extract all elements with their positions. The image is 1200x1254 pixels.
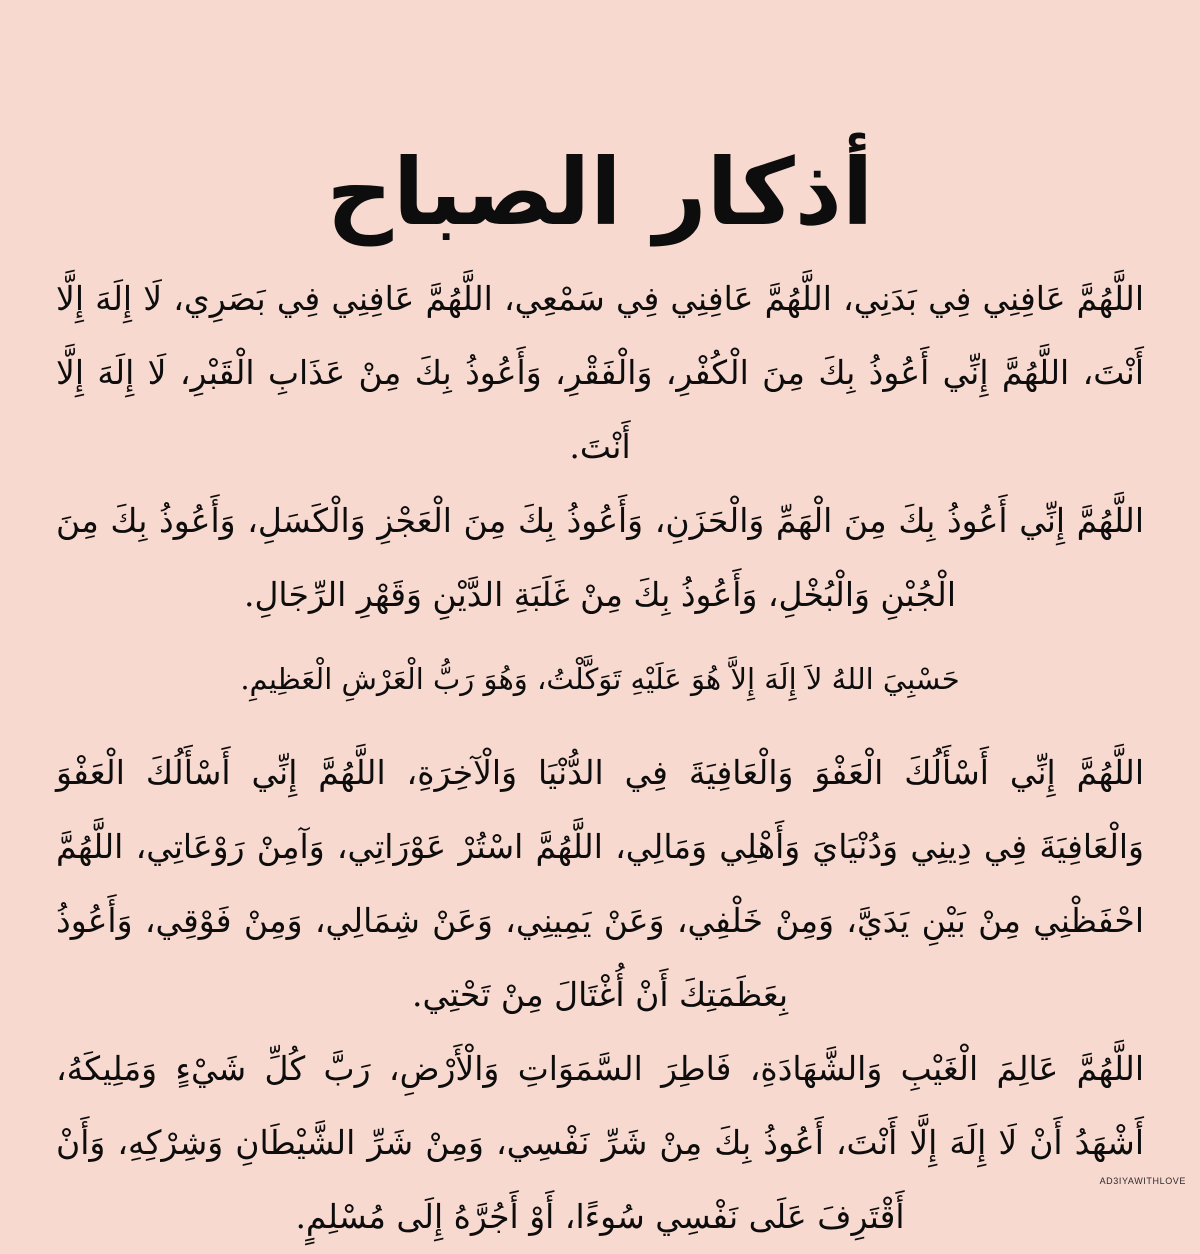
dhikr-paragraph-5: اللَّهُمَّ عَالِمَ الْغَيْبِ وَالشَّهَادَةِ، فَاطِرَ السَّمَوَاتِ وَالْأَرْضِ، رَبَّ كُلِّ شَيْءٍ وَمَلِيكَهُ، أَشْهَدُ أَنْ لَا إِلَهَ إِلَّا أَنْتَ، أَعُوذُ بِكَ مِنْ شَرِّ نَفْسِي، وَمِنْ شَرِّ الشَّيْطَانِ وَشِرْكِهِ، وَأَنْ أَقْتَرِفَ عَلَى نَفْسِي سُوءًا، أَوْ أَجُرَّهُ إِلَى مُسْلِمٍ. — [56, 1049, 1144, 1236]
dhikr-paragraph-4: اللَّهُمَّ إِنِّي أَسْأَلُكَ الْعَفْوَ وَالْعَافِيَةَ فِي الدُّنْيَا وَالْآخِرَةِ، اللَّهُمَّ إِنِّي أَسْأَلُكَ الْعَفْوَ وَالْعَافِيَةَ فِي دِينِي وَدُنْيَايَ وَأَهْلِي وَمَالِي، اللَّهُمَّ اسْتُرْ عَوْرَاتِي، وَآمِنْ رَوْعَاتِي، اللَّهُمَّ احْفَظْنِي مِنْ بَيْنِ يَدَيَّ، وَمِنْ خَلْفِي، وَعَنْ يَمِينِي، وَعَنْ شِمَالِي، وَمِنْ فَوْقِي، وَأَعُوذُ بِعَظَمَتِكَ أَنْ أُغْتَالَ مِنْ تَحْتِي. — [56, 753, 1144, 1014]
adhkar-text — [56, 262, 1144, 1254]
dhikr-paragraph-1: اللَّهُمَّ عَافِنِي فِي بَدَنِي، اللَّهُمَّ عَافِنِي فِي سَمْعِي، اللَّهُمَّ عَافِنِي فِي بَصَرِي، لَا إِلَهَ إِلَّا أَنْتَ، اللَّهُمَّ إِنِّي أَعُوذُ بِكَ مِنَ الْكُفْرِ، وَالْفَقْرِ، وَأَعُوذُ بِكَ مِنْ عَذَابِ الْقَبْرِ، لَا إِلَهَ إِلَّا أَنْتَ. — [56, 279, 1144, 466]
dhikr-paragraph-2: اللَّهُمَّ إِنِّي أَعُوذُ بِكَ مِنَ الْهَمِّ وَالْحَزَنِ، وَأَعُوذُ بِكَ مِنَ الْعَجْزِ وَالْكَسَلِ، وَأَعُوذُ بِكَ مِنَ الْجُبْنِ وَالْبُخْلِ، وَأَعُوذُ بِكَ مِنْ غَلَبَةِ الدَّيْنِ وَقَهْرِ الرِّجَالِ. — [56, 501, 1144, 614]
dhikr-paragraph-3: حَسْبِيَ اللهُ لاَ إِلَهَ إِلاَّ هُوَ عَلَيْهِ تَوَكَّلْتُ، وَهُوَ رَبُّ الْعَرْشِ الْعَظِيمِ. — [240, 662, 960, 696]
page-title: أذكار الصباح — [326, 139, 874, 246]
watermark: AD3IYAWITHLOVE — [1099, 1176, 1186, 1186]
